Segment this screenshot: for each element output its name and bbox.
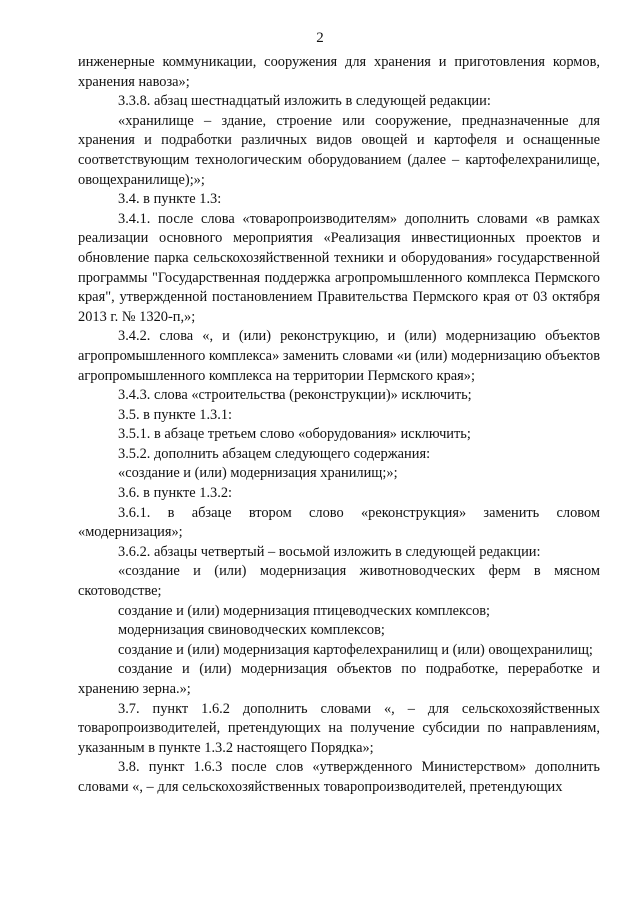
paragraph: 3.8. пункт 1.6.3 после слов «утвержденного Министерством» дополнить словами «, – для сельскохозяйственных товаропроизводителей, претендующих [78,759,600,795]
paragraph: 3.5.2. дополнить абзацем следующего содержания: [118,445,431,462]
paragraph: 3.7. пункт 1.6.2 дополнить словами «, – для сельскохозяйственных товаропроизводителей, претендующих на получение субсидии по направлениям, указанным в пункте 1.3.2 настоящего Порядка»; [78,700,600,756]
paragraph: модернизация свиноводческих комплексов; [118,622,385,639]
paragraph: 3.6. в пункте 1.3.2: [118,485,233,502]
paragraph: «создание и (или) модернизация животноводческих ферм в мясном скотоводстве; [78,563,600,600]
paragraph: 3.6.1. в абзаце втором слово «реконструкция» заменить словом «модернизация»; [78,504,600,541]
paragraph: создание и (или) модернизация птицеводческих комплексов; [118,602,491,619]
paragraph: 3.5.1. в абзаце третьем слово «оборудования» исключить; [118,426,471,443]
paragraph: 3.4.2. слова «, и (или) реконструкцию, и (или) модернизацию объектов агропромышленного комплекса» заменить словами «и (или) модернизацию объектов агропромышленного комплекса на территории Пермского края»; [78,328,600,384]
paragraph: создание и (или) модернизация объектов по подработке, переработке и хранению зерна.»; [78,661,600,697]
paragraph: инженерные коммуникации, сооружения для хранения и приготовления кормов, хранения навоза»; [78,54,600,90]
paragraph: 3.3.8. абзац шестнадцатый изложить в следующей редакции: [118,93,491,110]
paragraph: создание и (или) модернизация картофелехранилищ и (или) овощехранилищ; [118,641,593,658]
paragraph: 3.5. в пункте 1.3.1: [118,406,233,423]
paragraph: 3.6.2. абзацы четвертый – восьмой изложить в следующей редакции: [118,543,541,560]
page-number: 2 [316,30,324,46]
paragraph: «создание и (или) модернизация хранилищ;»; [118,465,398,482]
document-body [78,53,600,798]
paragraph: 3.4.1. после слова «товаропроизводителям» дополнить словами «в рамках реализации основного мероприятия «Реализация инвестиционных проектов и обновление парка сельскохозяйственной техники и оборудования» государственной программы "Государственная поддержка агропромышленного комплекса Пермского края", утвержденной постановлением Правительства Пермского края от 03 октября 2013 г. № 1320-п,»; [78,210,600,325]
paragraph: 3.4. в пункте 1.3: [118,191,222,208]
paragraph: 3.4.3. слова «строительства (реконструкции)» исключить; [118,387,472,404]
paragraph: «хранилище – здание, строение или сооружение, предназначенные для хранения и подработки различных видов овощей и картофеля и оснащенные соответствующим технологическим оборудованием (далее – картофелехранилище, овощехранилище);»; [78,112,600,188]
